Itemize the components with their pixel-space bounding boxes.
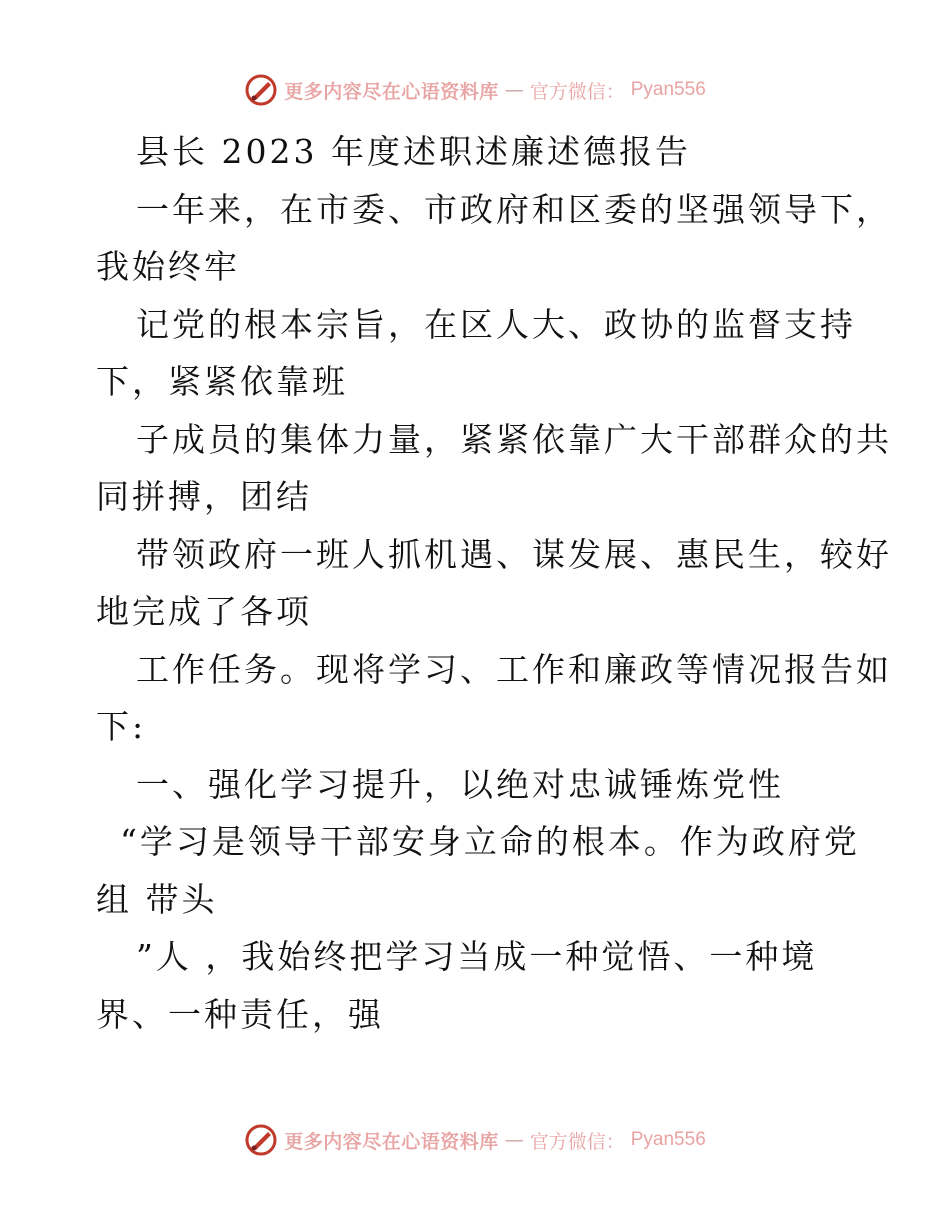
paragraph-line: “学习是领导干部安身立命的根本。作为政府党 — [120, 822, 860, 861]
footer-banner — [0, 1120, 950, 1160]
paragraph-line: 带领政府一班人抓机遇、谋发展、惠民生，较好 — [136, 534, 892, 574]
paragraph-line: ”人 ，我始终把学习当成一种觉悟、一种境 — [136, 937, 818, 976]
paragraph-line: 子成员的集体力量，紧紧依靠广大干部群众的共 — [136, 419, 892, 459]
footer-separator: — — [504, 1129, 524, 1151]
brand-logo-icon — [244, 1123, 278, 1157]
paragraph-line: 地完成了各项 — [96, 592, 312, 631]
document-body — [96, 123, 892, 1043]
section-heading: 一、强化学习提升，以绝对忠诚锤炼党性 — [136, 764, 784, 804]
paragraph-line: 下: — [96, 707, 147, 746]
header-contact-id: Pyan556 — [630, 79, 706, 100]
paragraph-line: 我始终牢 — [96, 247, 240, 286]
footer-slogan: 更多内容尽在心语资料库 — [284, 1130, 499, 1153]
footer-contact-id: Pyan556 — [630, 1129, 706, 1150]
header-contact-label: 官方微信： — [529, 80, 625, 103]
document-title: 县长 2023 年度述职述廉述德报告 — [136, 132, 691, 171]
paragraph-line: 同拼搏，团结 — [96, 477, 312, 516]
footer-contact-label: 官方微信： — [529, 1130, 625, 1153]
paragraph-line: 界、一种责任，强 — [96, 994, 384, 1034]
brand-logo-icon — [244, 73, 278, 107]
paragraph-line: 一年来，在市委、市政府和区委的坚强领导下， — [136, 189, 892, 229]
header-slogan: 更多内容尽在心语资料库 — [284, 80, 499, 103]
paragraph-line: 工作任务。现将学习、工作和廉政等情况报告如 — [136, 649, 892, 689]
paragraph-line: 组 带头 — [96, 879, 218, 919]
header-banner — [0, 70, 950, 110]
header-separator: — — [504, 79, 524, 101]
paragraph-line: 下，紧紧依靠班 — [96, 362, 348, 401]
paragraph-line: 记党的根本宗旨，在区人大、政协的监督支持 — [136, 304, 856, 344]
